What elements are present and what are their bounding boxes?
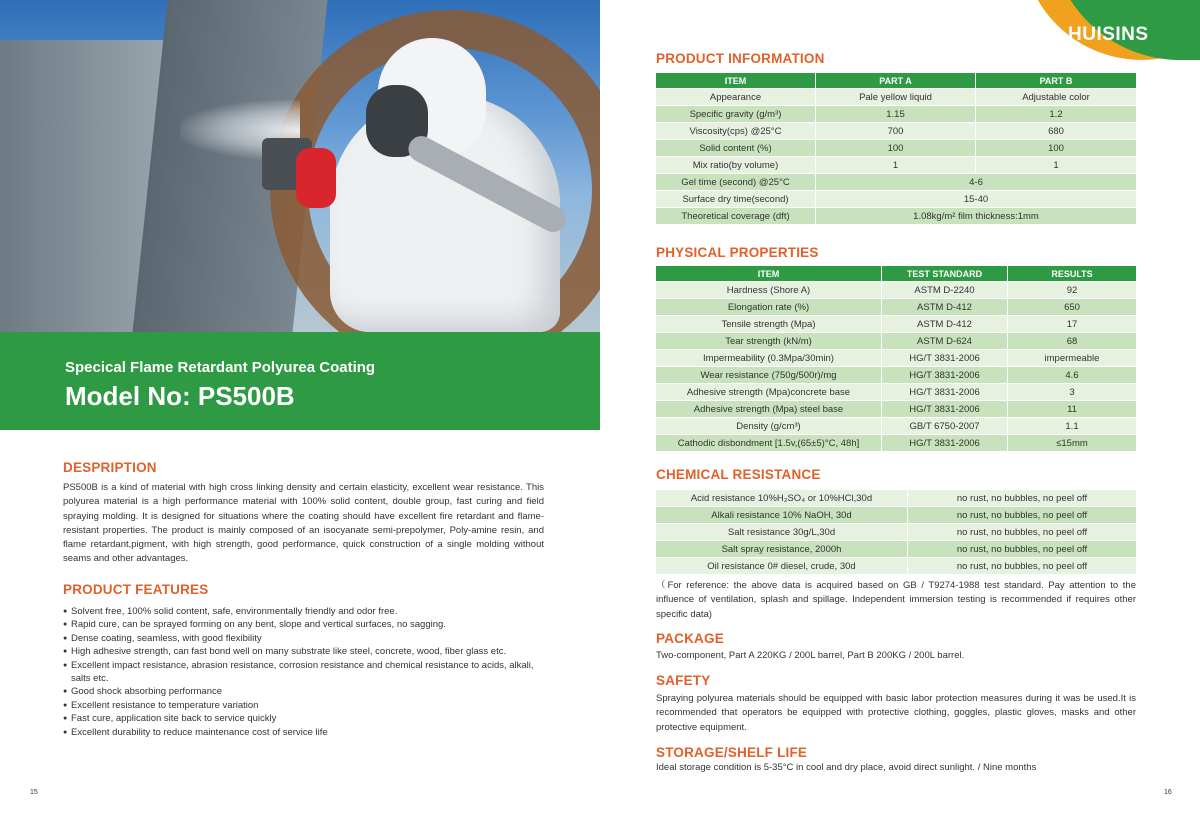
table-row — [656, 507, 1136, 523]
list-item: ● Fast cure, application site back to service quickly — [63, 712, 543, 725]
physical-table — [656, 265, 1136, 452]
list-item: ● Excellent durability to reduce maintenance cost of service life — [63, 726, 543, 739]
table-cell: HG/T 3831-2006 — [882, 367, 1008, 383]
table-cell: Alkali resistance 10% NaOH, 30d — [656, 507, 908, 523]
list-item: ● Excellent resistance to temperature variation — [63, 699, 543, 712]
table-cell: 100 — [816, 140, 976, 156]
list-item: ● Dense coating, seamless, with good flexibility — [63, 632, 543, 645]
table-cell: Adjustable color — [976, 89, 1136, 105]
table-cell: 17 — [1008, 316, 1136, 332]
page-number-left: 15 — [30, 789, 38, 796]
table-cell: impermeable — [1008, 350, 1136, 366]
table-cell: no rust, no bubbles, no peel off — [908, 558, 1136, 574]
table-cell: 680 — [976, 123, 1136, 139]
package-text: Two-component, Part A 220KG / 200L barrel, Part B 200KG / 200L barrel. — [656, 650, 965, 661]
table-cell: Pale yellow liquid — [816, 89, 976, 105]
list-item: ● Good shock absorbing performance — [63, 685, 543, 698]
column-header: TEST STANDARD — [882, 266, 1008, 281]
list-item: ● High adhesive strength, can fast bond well on many substrate like steel, concrete, wood, fiber glass etc. — [63, 645, 543, 658]
table-cell: 4-6 — [816, 174, 1136, 190]
features-heading: PRODUCT FEATURES — [63, 582, 209, 597]
table-row — [656, 123, 1136, 139]
table-row — [656, 299, 1136, 315]
table-cell: Wear resistance (750g/500r)/mg — [656, 367, 882, 383]
column-header: PART A — [816, 73, 976, 88]
table-cell: no rust, no bubbles, no peel off — [908, 490, 1136, 506]
table-cell: Tensile strength (Mpa) — [656, 316, 882, 332]
table-cell: ASTM D-412 — [882, 316, 1008, 332]
table-cell: 68 — [1008, 333, 1136, 349]
table-cell: Theoretical coverage (dft) — [656, 208, 816, 224]
table-cell: 1.2 — [976, 106, 1136, 122]
table-cell: Oil resistance 0# diesel, crude, 30d — [656, 558, 908, 574]
title-band — [0, 332, 600, 430]
storage-text: Ideal storage condition is 5-35°C in cool and dry place, avoid direct sunlight. / Nine months — [656, 762, 1037, 773]
table-row — [656, 191, 1136, 207]
brand-logo: HUISINS — [1068, 24, 1149, 45]
table-cell: no rust, no bubbles, no peel off — [908, 541, 1136, 557]
table-cell: Salt resistance 30g/L,30d — [656, 524, 908, 540]
table-cell: ≤15mm — [1008, 435, 1136, 451]
table-cell: ASTM D-412 — [882, 299, 1008, 315]
table-cell: 650 — [1008, 299, 1136, 315]
list-item: ● Excellent impact resistance, abrasion resistance, corrosion resistance and chemical resistance to acids, alkali, salts etc. — [63, 659, 543, 686]
table-header — [656, 266, 1136, 281]
table-cell: no rust, no bubbles, no peel off — [908, 524, 1136, 540]
product-info-heading: PRODUCT INFORMATION — [656, 51, 825, 66]
table-row — [656, 490, 1136, 506]
list-item: ● Rapid cure, can be sprayed forming on any bent, slope and vertical surfaces, no sagging. — [63, 618, 543, 631]
table-cell: Specific gravity (g/m³) — [656, 106, 816, 122]
package-heading: PACKAGE — [656, 631, 724, 646]
description-text: PS500B is a kind of material with high cross linking density and certain elasticity, excellent wear resistance. This polyurea material is a high performance material with 100% solid content, double group, fast curing and field spraying molding. It is designed for situations where the coating should have excellent fire retardant and flame-resistant properties. The product is mainly composed of an isocyanate semi-prepolymer, Poly-amine resin, and flame retardant,pigment, with high strength, good performance, quick construction of a single molding without seams and other advantages. — [63, 482, 544, 565]
table-cell: Solid content (%) — [656, 140, 816, 156]
table-cell: Density (g/cm³) — [656, 418, 882, 434]
storage-heading: STORAGE/SHELF LIFE — [656, 745, 808, 760]
table-row — [656, 384, 1136, 400]
table-cell: HG/T 3831-2006 — [882, 384, 1008, 400]
table-cell: Viscosity(cps) @25°C — [656, 123, 816, 139]
table-row — [656, 367, 1136, 383]
table-row — [656, 140, 1136, 156]
table-row — [656, 350, 1136, 366]
features-list — [63, 605, 543, 739]
table-row — [656, 558, 1136, 574]
list-item: ● Solvent free, 100% solid content, safe, environmentally friendly and odor free. — [63, 605, 543, 618]
table-cell: Mix ratio(by volume) — [656, 157, 816, 173]
table-cell: 1 — [976, 157, 1136, 173]
table-row — [656, 316, 1136, 332]
chemical-table — [656, 489, 1136, 575]
table-cell: Elongation rate (%) — [656, 299, 882, 315]
table-cell: Cathodic disbondment [1.5v,(65±5)°C, 48h] — [656, 435, 882, 451]
table-header — [656, 73, 1136, 88]
table-cell: 1.15 — [816, 106, 976, 122]
table-cell: Gel time (second) @25°C — [656, 174, 816, 190]
table-cell: Adhesive strength (Mpa) steel base — [656, 401, 882, 417]
table-cell: HG/T 3831-2006 — [882, 350, 1008, 366]
table-cell: 100 — [976, 140, 1136, 156]
column-header: RESULTS — [1008, 266, 1136, 281]
table-cell: 3 — [1008, 384, 1136, 400]
table-cell: 1 — [816, 157, 976, 173]
table-cell: Tear strength (kN/m) — [656, 333, 882, 349]
table-row — [656, 282, 1136, 298]
table-cell: Surface dry time(second) — [656, 191, 816, 207]
table-cell: GB/T 6750-2007 — [882, 418, 1008, 434]
table-cell: Hardness (Shore A) — [656, 282, 882, 298]
column-header: ITEM — [656, 266, 882, 281]
table-cell: 11 — [1008, 401, 1136, 417]
hero-photo — [0, 0, 600, 332]
page-number-right: 16 — [1164, 789, 1172, 796]
physical-heading: PHYSICAL PROPERTIES — [656, 245, 819, 260]
product-subtitle: Specical Flame Retardant Polyurea Coating — [65, 359, 376, 376]
table-cell: Appearance — [656, 89, 816, 105]
description-heading: DESPRIPTION — [63, 460, 157, 475]
table-cell: no rust, no bubbles, no peel off — [908, 507, 1136, 523]
safety-heading: SAFETY — [656, 673, 711, 688]
table-cell: Salt spray resistance, 2000h — [656, 541, 908, 557]
table-cell: ASTM D-624 — [882, 333, 1008, 349]
table-cell: 1.1 — [1008, 418, 1136, 434]
table-row — [656, 418, 1136, 434]
product-info-table — [656, 72, 1136, 225]
column-header: ITEM — [656, 73, 816, 88]
table-row — [656, 174, 1136, 190]
model-number: Model No: PS500B — [65, 381, 295, 411]
table-row — [656, 208, 1136, 224]
table-row — [656, 106, 1136, 122]
red-glove — [296, 148, 336, 208]
table-row — [656, 524, 1136, 540]
table-row — [656, 157, 1136, 173]
table-cell: 92 — [1008, 282, 1136, 298]
table-row — [656, 435, 1136, 451]
table-row — [656, 333, 1136, 349]
table-cell: HG/T 3831-2006 — [882, 435, 1008, 451]
table-cell: Acid resistance 10%H₂SO₄ or 10%HCl,30d — [656, 490, 908, 506]
table-cell: Impermeability (0.3Mpa/30min) — [656, 350, 882, 366]
table-cell: ASTM D-2240 — [882, 282, 1008, 298]
table-cell: 1.08kg/m² film thickness:1mm — [816, 208, 1136, 224]
chemical-note: （For reference: the above data is acquired based on GB / T9274-1988 test standard. Pay attention to the influence of ventilation, splash and spillage. Independent immersion testing is recommended if requires other specific data) — [656, 580, 1136, 620]
chemical-heading: CHEMICAL RESISTANCE — [656, 467, 821, 482]
table-row — [656, 541, 1136, 557]
table-cell: 15-40 — [816, 191, 1136, 207]
table-cell: 700 — [816, 123, 976, 139]
table-cell: Adhesive strength (Mpa)concrete base — [656, 384, 882, 400]
table-cell: 4.6 — [1008, 367, 1136, 383]
table-cell: HG/T 3831-2006 — [882, 401, 1008, 417]
column-header: PART B — [976, 73, 1136, 88]
table-row — [656, 89, 1136, 105]
safety-text: Spraying polyurea materials should be equipped with basic labor protection measures during it was be used.It is recommended that operators be equipped with protective clothing, goggles, plastic gloves, masks and other protective equipment. — [656, 693, 1136, 733]
table-row — [656, 401, 1136, 417]
